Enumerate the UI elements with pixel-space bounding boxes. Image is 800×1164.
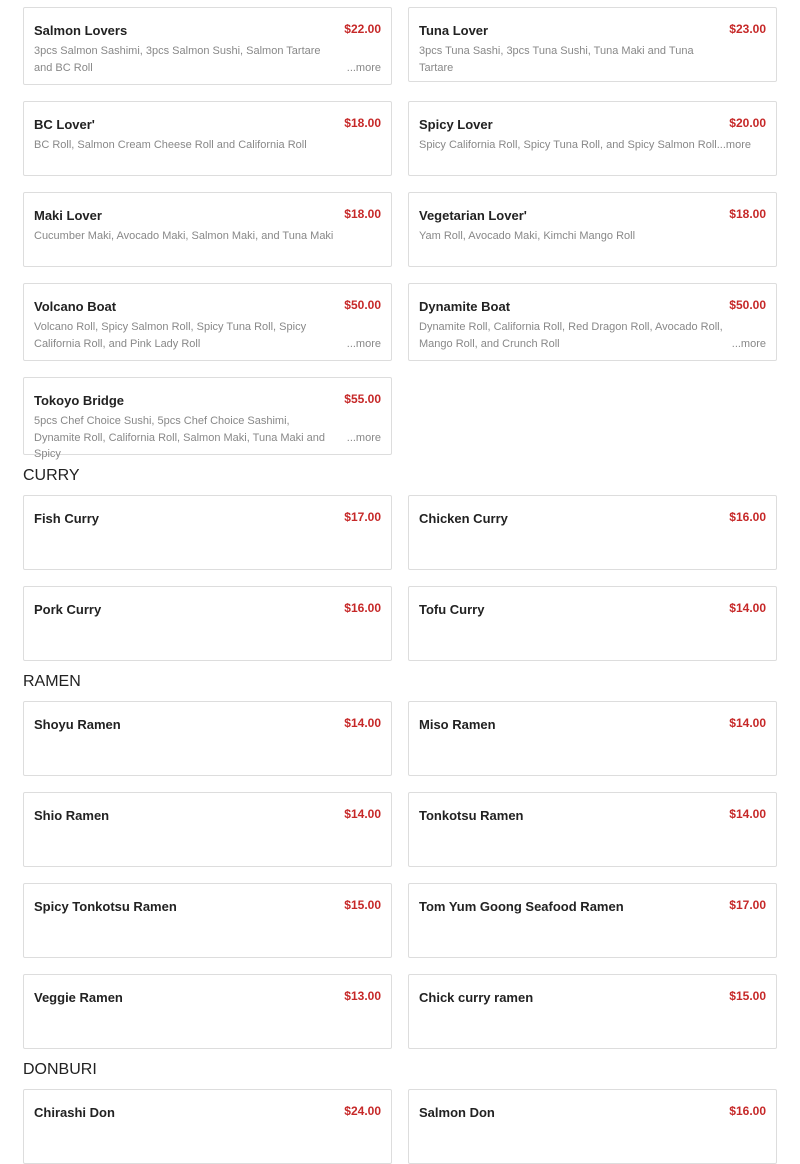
item-price: $20.00 bbox=[729, 116, 766, 130]
item-name: Chicken Curry bbox=[419, 511, 508, 526]
menu-item-card[interactable] bbox=[408, 495, 777, 570]
item-price: $50.00 bbox=[344, 298, 381, 312]
menu-item-card[interactable] bbox=[408, 586, 777, 661]
more-link[interactable]: ...more bbox=[716, 139, 751, 151]
menu-item-card[interactable] bbox=[23, 586, 392, 661]
menu-item-card[interactable] bbox=[408, 1089, 777, 1164]
section-title-ramen: RAMEN bbox=[23, 673, 81, 690]
item-name: Tuna Lover bbox=[419, 23, 489, 38]
item-name: Tom Yum Goong Seafood Ramen bbox=[419, 899, 624, 914]
item-price: $17.00 bbox=[729, 898, 766, 912]
section-title-curry: CURRY bbox=[23, 467, 80, 484]
item-price: $18.00 bbox=[729, 207, 766, 221]
item-price: $15.00 bbox=[344, 898, 381, 912]
item-name: Tokoyo Bridge bbox=[34, 393, 125, 408]
menu-item-card[interactable] bbox=[23, 974, 392, 1049]
item-name: Spicy Tonkotsu Ramen bbox=[34, 899, 177, 914]
menu-item-card[interactable] bbox=[23, 192, 392, 267]
more-link[interactable]: ...more bbox=[346, 432, 381, 444]
menu-item-card[interactable] bbox=[408, 7, 777, 82]
item-price: $16.00 bbox=[729, 1104, 766, 1118]
item-name: Chirashi Don bbox=[34, 1105, 115, 1120]
item-description: 3pcs Tuna Sashi, 3pcs Tuna Sushi, Tuna Maki and Tuna Tartare bbox=[419, 45, 694, 74]
item-description: 3pcs Salmon Sashimi, 3pcs Salmon Sushi, Salmon Tartare and BC Roll bbox=[34, 45, 321, 74]
item-name: Tofu Curry bbox=[419, 602, 485, 617]
item-price: $55.00 bbox=[344, 392, 381, 406]
item-name: Salmon Lovers bbox=[34, 23, 128, 38]
menu-item-card[interactable] bbox=[23, 377, 392, 460]
item-description: Yam Roll, Avocado Maki, Kimchi Mango Roll bbox=[419, 230, 636, 242]
item-price: $14.00 bbox=[344, 807, 381, 821]
menu-item-card[interactable] bbox=[408, 792, 777, 867]
more-link[interactable]: ...more bbox=[731, 338, 766, 350]
menu-item-card[interactable] bbox=[408, 192, 777, 267]
item-name: Miso Ramen bbox=[419, 717, 496, 732]
section-title-donburi: DONBURI bbox=[23, 1061, 97, 1078]
menu-item-card[interactable] bbox=[23, 792, 392, 867]
ramen-grid bbox=[23, 701, 777, 1049]
item-name: Shoyu Ramen bbox=[34, 717, 121, 732]
item-name: Veggie Ramen bbox=[34, 990, 123, 1005]
item-price: $14.00 bbox=[729, 601, 766, 615]
menu-item-card[interactable] bbox=[408, 883, 777, 958]
menu-item-card[interactable] bbox=[408, 101, 777, 176]
item-price: $18.00 bbox=[344, 116, 381, 130]
item-price: $23.00 bbox=[729, 22, 766, 36]
menu-page bbox=[23, 7, 777, 1164]
more-link[interactable]: ...more bbox=[346, 338, 381, 350]
item-name: Salmon Don bbox=[419, 1105, 495, 1120]
menu-item-card[interactable] bbox=[408, 283, 777, 361]
combo-grid bbox=[23, 7, 777, 460]
menu-item-card[interactable] bbox=[23, 495, 392, 570]
item-name: Spicy Lover bbox=[419, 117, 493, 132]
item-price: $15.00 bbox=[729, 989, 766, 1003]
menu-item-card[interactable] bbox=[408, 974, 777, 1049]
item-name: BC Lover' bbox=[34, 117, 95, 132]
item-price: $17.00 bbox=[344, 510, 381, 524]
item-description: Cucumber Maki, Avocado Maki, Salmon Maki, and Tuna Maki bbox=[34, 230, 334, 242]
item-description: BC Roll, Salmon Cream Cheese Roll and California Roll bbox=[34, 139, 307, 151]
item-name: Chick curry ramen bbox=[419, 990, 534, 1005]
more-link[interactable]: ...more bbox=[346, 62, 381, 74]
item-name: Fish Curry bbox=[34, 511, 100, 526]
menu-item-card[interactable] bbox=[408, 701, 777, 776]
item-price: $13.00 bbox=[344, 989, 381, 1003]
item-description: Dynamite Roll, California Roll, Red Dragon Roll, Avocado Roll, Mango Roll, and Crunch Roll bbox=[419, 321, 723, 350]
item-price: $14.00 bbox=[729, 807, 766, 821]
item-price: $18.00 bbox=[344, 207, 381, 221]
donburi-grid bbox=[23, 1089, 777, 1164]
menu-item-card[interactable] bbox=[23, 7, 392, 85]
item-name: Shio Ramen bbox=[34, 808, 110, 823]
menu-item-card[interactable] bbox=[23, 1089, 392, 1164]
menu-item-card[interactable] bbox=[23, 883, 392, 958]
item-name: Pork Curry bbox=[34, 602, 102, 617]
menu-item-card[interactable] bbox=[23, 283, 392, 361]
item-price: $24.00 bbox=[344, 1104, 381, 1118]
item-name: Volcano Boat bbox=[34, 299, 117, 314]
item-description-text: Spicy California Roll, Spicy Tuna Roll, and Spicy Salmon Roll bbox=[419, 139, 717, 151]
item-price: $50.00 bbox=[729, 298, 766, 312]
item-description: Volcano Roll, Spicy Salmon Roll, Spicy Tuna Roll, Spicy California Roll, and Pink Lady Roll bbox=[34, 321, 307, 350]
menu-item-card[interactable] bbox=[23, 701, 392, 776]
item-price: $22.00 bbox=[344, 22, 381, 36]
menu-item-card[interactable] bbox=[23, 101, 392, 176]
item-description bbox=[419, 137, 766, 154]
item-price: $14.00 bbox=[344, 716, 381, 730]
item-name: Maki Lover bbox=[34, 208, 102, 223]
item-price: $14.00 bbox=[729, 716, 766, 730]
item-name: Tonkotsu Ramen bbox=[419, 808, 524, 823]
item-name: Vegetarian Lover' bbox=[419, 208, 527, 223]
item-price: $16.00 bbox=[344, 601, 381, 615]
item-price: $16.00 bbox=[729, 510, 766, 524]
curry-grid bbox=[23, 495, 777, 661]
item-description: 5pcs Chef Choice Sushi, 5pcs Chef Choice Sashimi, Dynamite Roll, California Roll, Salmon Maki, Tuna Maki and Spicy bbox=[34, 415, 326, 460]
item-name: Dynamite Boat bbox=[419, 299, 511, 314]
